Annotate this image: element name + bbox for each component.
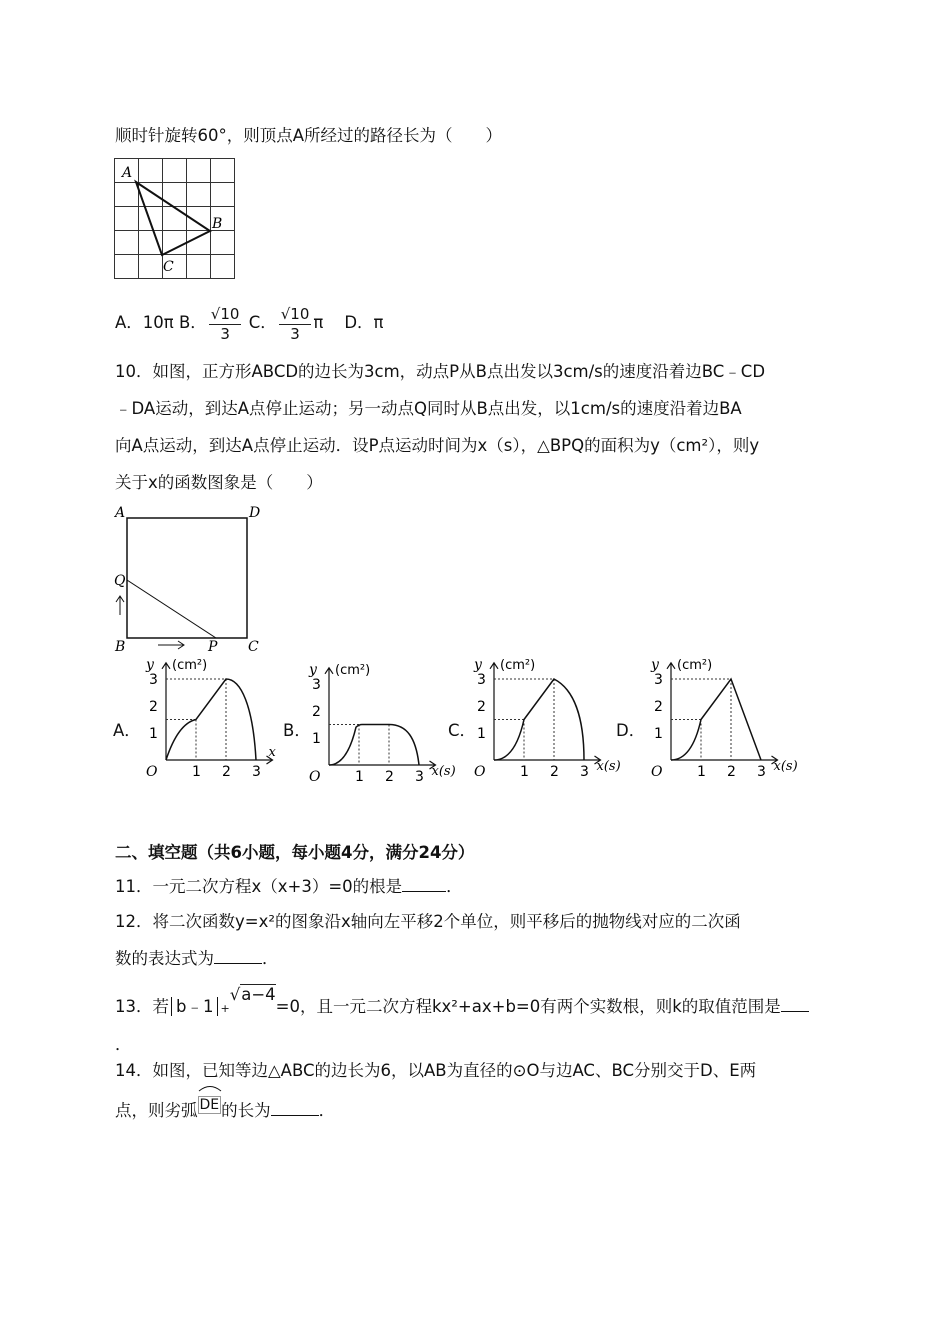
- y-tick-label: 1: [477, 726, 486, 742]
- y-tick-label: 2: [654, 699, 663, 715]
- x-axis-label: x(s): [596, 759, 621, 774]
- square-label-c: C: [248, 639, 259, 655]
- y-axis-unit: (cm²): [172, 657, 208, 673]
- frac-num: √10: [280, 305, 310, 323]
- x-tick-label: 1: [520, 764, 529, 780]
- q10-graph-d: [645, 655, 798, 781]
- square-label-a: A: [115, 505, 126, 521]
- q14-text-2: 的长为: [221, 1101, 271, 1120]
- x-tick-label: 1: [697, 764, 706, 780]
- y-axis-unit: (cm²): [677, 657, 713, 673]
- q13-sqrt: √a−4: [229, 985, 276, 1004]
- q9-option-c-suffix: π: [313, 313, 324, 332]
- y-tick-label: 3: [477, 672, 486, 688]
- x-axis-label: x(s): [773, 759, 798, 774]
- x-tick-label: 3: [415, 769, 424, 785]
- square-label-q: Q: [114, 573, 126, 589]
- frac-den: 3: [220, 325, 230, 343]
- q13-plus: +: [220, 1002, 230, 1015]
- q13-answer-blank[interactable]: [781, 997, 809, 1012]
- y-axis-label: y: [474, 656, 482, 673]
- y-tick-label: 2: [477, 699, 486, 715]
- function-curve: [329, 725, 419, 766]
- graph-d-content: [650, 657, 798, 780]
- q12-answer-blank[interactable]: [214, 949, 262, 964]
- q14-line-1: 14．如图，已知等边△ABC的边长为6，以AB为直径的⊙O与边AC、BC分别交于D、E两: [115, 1061, 757, 1080]
- y-axis-label: y: [146, 656, 154, 673]
- y-axis-unit: (cm²): [335, 662, 371, 678]
- q13-abs-text: b﹣1: [176, 997, 214, 1016]
- q9-option-c: C．: [248, 313, 277, 332]
- y-tick-label: 1: [654, 726, 663, 742]
- x-tick-label: 2: [727, 764, 736, 780]
- x-tick-label: 3: [580, 764, 589, 780]
- frac-den: 3: [290, 325, 300, 343]
- q14-text: 点，则劣弧: [115, 1101, 198, 1120]
- y-axis-label: y: [651, 656, 659, 673]
- q12-line-1: 12．将二次函数y=x²的图象沿x轴向左平移2个单位，则平移后的抛物线对应的二次函: [115, 912, 741, 931]
- origin-label: O: [146, 764, 158, 780]
- arc-icon: [197, 1084, 223, 1092]
- q9-option-c-fraction: [279, 304, 312, 343]
- q10-option-a-label: A．: [113, 721, 141, 740]
- q10-line-4: 关于x的函数图象是（ ）: [115, 473, 323, 492]
- q13-line-1: [115, 985, 809, 1024]
- q10-option-c-label: C．: [448, 721, 477, 740]
- q10-square-figure: [112, 503, 264, 653]
- q10-line-2: ﹣DA运动，到达A点停止运动；另一动点Q同时从B点出发，以1cm/s的速度沿着边BA: [115, 399, 742, 418]
- x-tick-label: 1: [192, 764, 201, 780]
- q9-option-b-fraction: [209, 304, 242, 343]
- section-2-heading: 二、填空题（共6小题，每小题4分，满分24分）: [115, 843, 475, 862]
- q9-label-c: C: [163, 259, 174, 275]
- q9-label-b: B: [212, 216, 223, 232]
- q10-graph-b: [303, 660, 456, 785]
- x-tick-label: 2: [550, 764, 559, 780]
- q14-end: ．: [318, 1101, 336, 1120]
- y-tick-label: 3: [312, 677, 321, 693]
- origin-label: O: [651, 764, 663, 780]
- q9-options: [115, 304, 384, 343]
- frac-num: √10: [210, 305, 240, 323]
- q13-line-2: ．: [115, 1035, 132, 1054]
- q9-option-d: D．π: [344, 313, 384, 332]
- graph-c-content: [473, 657, 621, 780]
- x-tick-label: 3: [757, 764, 766, 780]
- q10-line-1: 10．如图，正方形ABCD的边长为3cm，动点P从B点出发以3cm/s的速度沿着边BC﹣CD: [115, 362, 766, 381]
- q9-label-a: A: [122, 165, 133, 181]
- q10-option-d-label: D．: [616, 721, 646, 740]
- q13-abs-expression: [171, 997, 218, 1016]
- q11-text: 11．一元二次方程x（x+3）=0的根是: [115, 877, 403, 896]
- square-label-b: B: [115, 639, 126, 655]
- x-tick-label: 1: [355, 769, 364, 785]
- square-label-p: P: [208, 639, 218, 655]
- y-tick-label: 3: [149, 672, 158, 688]
- y-axis-unit: (cm²): [500, 657, 536, 673]
- x-tick-label: 2: [385, 769, 394, 785]
- q9-option-a: A．10π: [115, 313, 174, 332]
- q10-graph-a: [140, 655, 276, 781]
- q14-arc: [198, 1090, 222, 1120]
- q13-prefix: 13．若: [115, 997, 169, 1016]
- y-tick-label: 2: [312, 704, 321, 720]
- q14-line-2: [115, 1096, 335, 1126]
- q10-graph-c: [468, 655, 621, 781]
- square-label-d: D: [249, 505, 261, 521]
- origin-label: O: [309, 769, 321, 785]
- x-axis-label: x: [268, 745, 276, 760]
- q12-text: 数的表达式为: [115, 949, 214, 968]
- y-tick-label: 1: [312, 731, 321, 747]
- q12-end: ．: [262, 949, 279, 968]
- q13-text: =0，且一元二次方程kx²+ax+b=0有两个实数根，则k的取值范围是: [275, 997, 781, 1016]
- q14-answer-blank[interactable]: [271, 1101, 319, 1116]
- q13-sqrt-text: a−4: [241, 985, 276, 1004]
- graph-b-content: [308, 662, 456, 785]
- graph-a-content: [145, 657, 277, 780]
- q9-grid-figure: [114, 158, 236, 282]
- y-axis-label: y: [309, 661, 317, 678]
- y-tick-label: 3: [654, 672, 663, 688]
- y-tick-label: 2: [149, 699, 158, 715]
- y-tick-label: 1: [149, 726, 158, 742]
- q14-arc-label: DE: [199, 1097, 220, 1113]
- q11-answer-blank[interactable]: [402, 877, 446, 892]
- origin-label: O: [474, 764, 486, 780]
- q11: [115, 877, 463, 897]
- q11-end: ．: [446, 877, 463, 896]
- x-tick-label: 3: [252, 764, 261, 780]
- q10-line-3: 向A点运动，到达A点停止运动．设P点运动时间为x（s），△BPQ的面积为y（cm²），则y: [115, 436, 760, 455]
- q12-line-2: [115, 949, 279, 969]
- q10-option-b-label: B．: [283, 721, 311, 740]
- x-tick-label: 2: [222, 764, 231, 780]
- q9-option-b: B．: [178, 313, 207, 332]
- x-axis-label: x(s): [431, 764, 456, 779]
- q9-intro: 顺时针旋转60°，则顶点A所经过的路径长为（ ）: [115, 126, 503, 145]
